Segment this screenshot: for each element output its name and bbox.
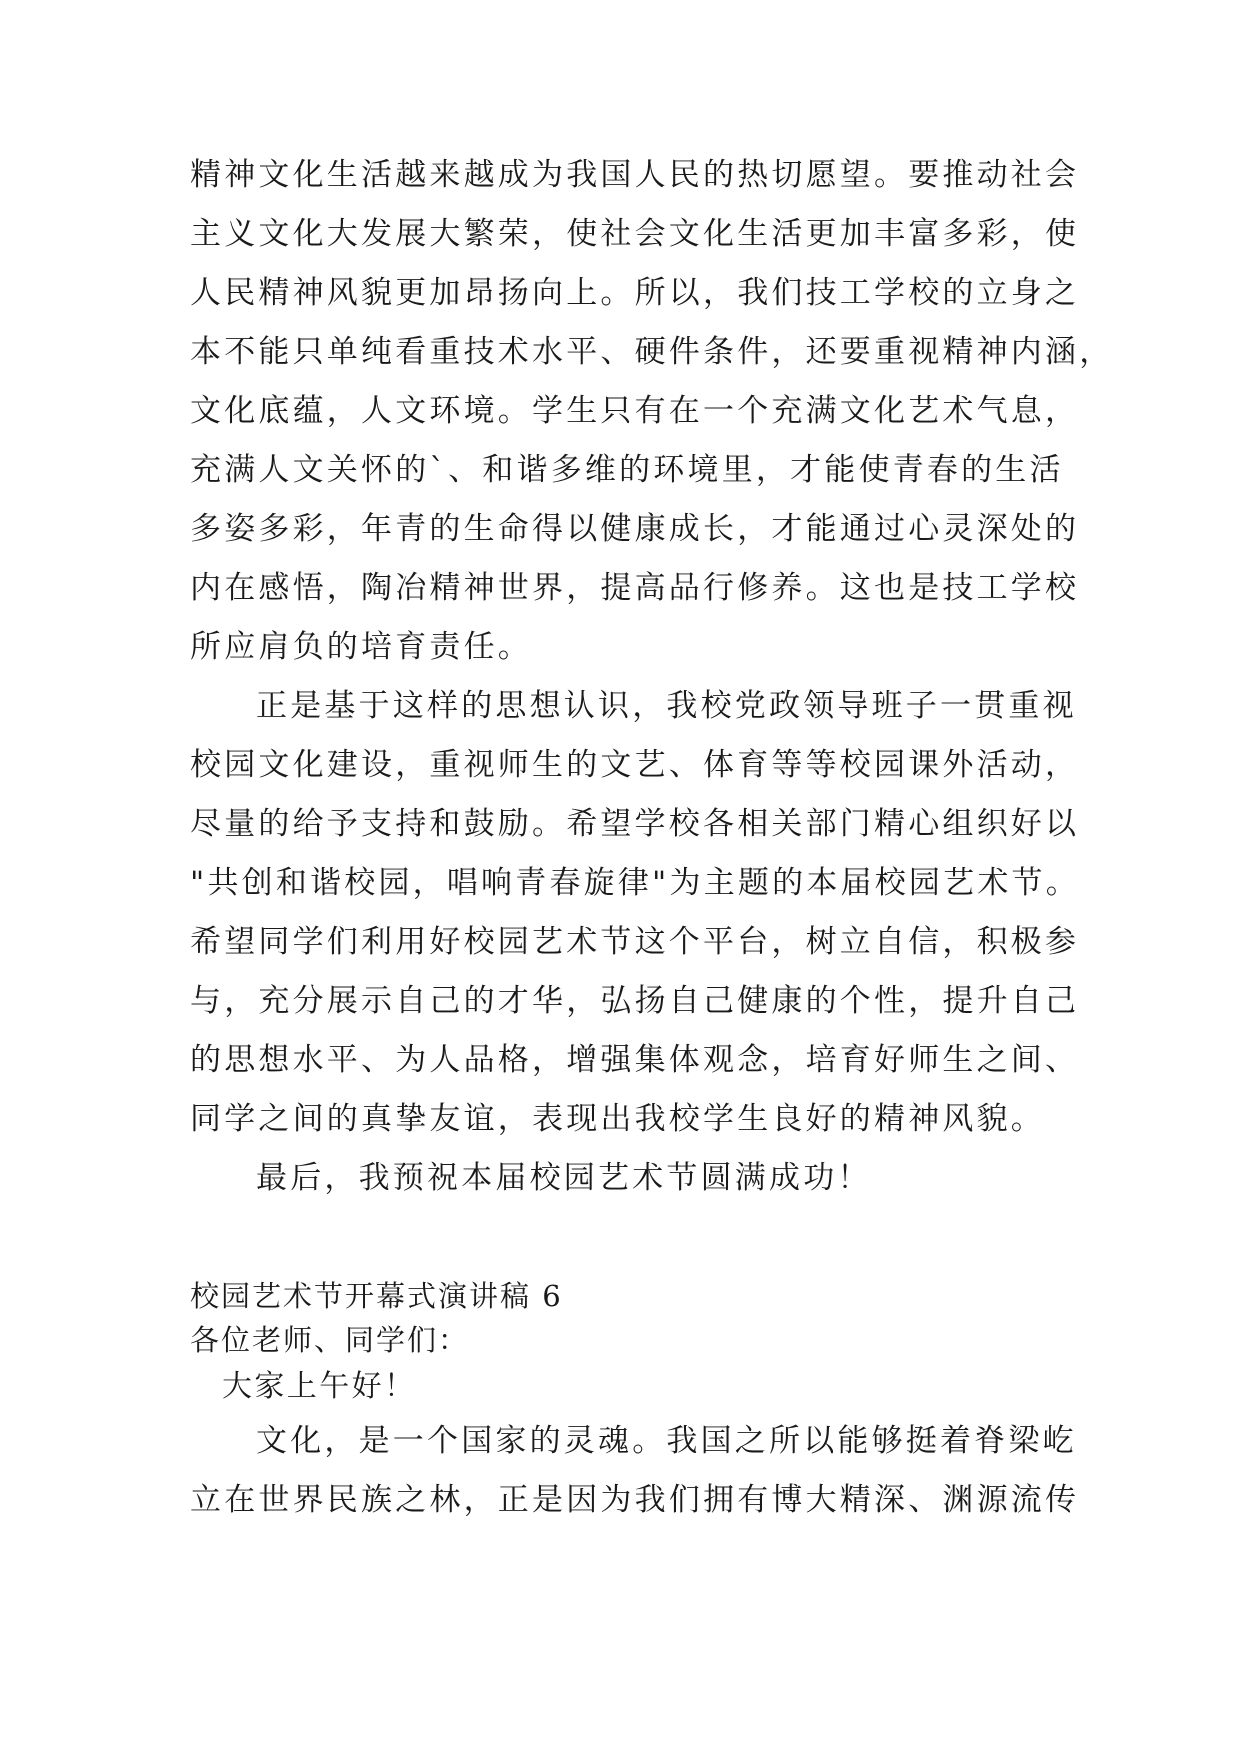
paragraph-culture-continuation — [190, 146, 1114, 677]
paragraph-closing — [190, 1149, 1070, 1208]
text-line: 内在感悟，陶冶精神世界，提高品行修养。这也是技工学校 — [190, 570, 1080, 606]
text-line: 正是基于这样的思想认识，我校党政领导班子一贯重视 — [256, 688, 1077, 724]
text-line: 主义文化大发展大繁荣，使社会文化生活更加丰富多彩，使 — [190, 216, 1080, 252]
text-line: 与，充分展示自己的才华，弘扬自己健康的个性，提升自己 — [190, 983, 1080, 1019]
paragraph-speech-6-body — [190, 1412, 1080, 1530]
text-line: 文化底蕴，人文环境。学生只有在一个充满文化艺术气息， — [190, 393, 1080, 429]
text-line: 精神文化生活越来越成为我国人民的热切愿望。要推动社会 — [190, 157, 1080, 193]
text-line: 的思想水平、为人品格，增强集体观念，培育好师生之间、 — [190, 1042, 1080, 1078]
speech-6-header — [190, 1274, 1070, 1412]
text-line: 希望同学们利用好校园艺术节这个平台，树立自信，积极参 — [190, 924, 1080, 960]
text-line: 同学之间的真挚友谊，表现出我校学生良好的精神风貌。 — [190, 1101, 1045, 1137]
text-line: 立在世界民族之林，正是因为我们拥有博大精深、渊源流传 — [190, 1482, 1080, 1518]
greeting: 大家上午好！ — [222, 1369, 417, 1404]
text-line: 校园文化建设，重视师生的文艺、体育等等校园课外活动， — [190, 747, 1080, 783]
text-line: 所应肩负的培育责任。 — [190, 629, 532, 665]
text-line: 人民精神风貌更加昂扬向上。所以，我们技工学校的立身之 — [190, 275, 1080, 311]
salutation: 各位老师、同学们： — [190, 1323, 470, 1357]
paragraph-leadership-support — [190, 677, 1080, 1149]
text-line: "共创和谐校园，唱响青春旋律"为主题的本届校园艺术节。 — [190, 865, 1080, 901]
text-line: 尽量的给予支持和鼓励。希望学校各相关部门精心组织好以 — [190, 806, 1080, 842]
speech-title: 校园艺术节开幕式演讲稿 6 — [190, 1279, 563, 1313]
closing-line: 最后，我预祝本届校园艺术节圆满成功！ — [256, 1160, 872, 1196]
text-line: 多姿多彩，年青的生命得以健康成长，才能通过心灵深处的 — [190, 511, 1080, 547]
text-line: 本不能只单纯看重技术水平、硬件条件，还要重视精神内涵， — [190, 334, 1114, 370]
text-line: 文化，是一个国家的灵魂。我国之所以能够挺着脊梁屹 — [256, 1423, 1077, 1459]
text-line: 充满人文关怀的`、和谐多维的环境里，才能使青春的生活 — [190, 452, 1064, 488]
